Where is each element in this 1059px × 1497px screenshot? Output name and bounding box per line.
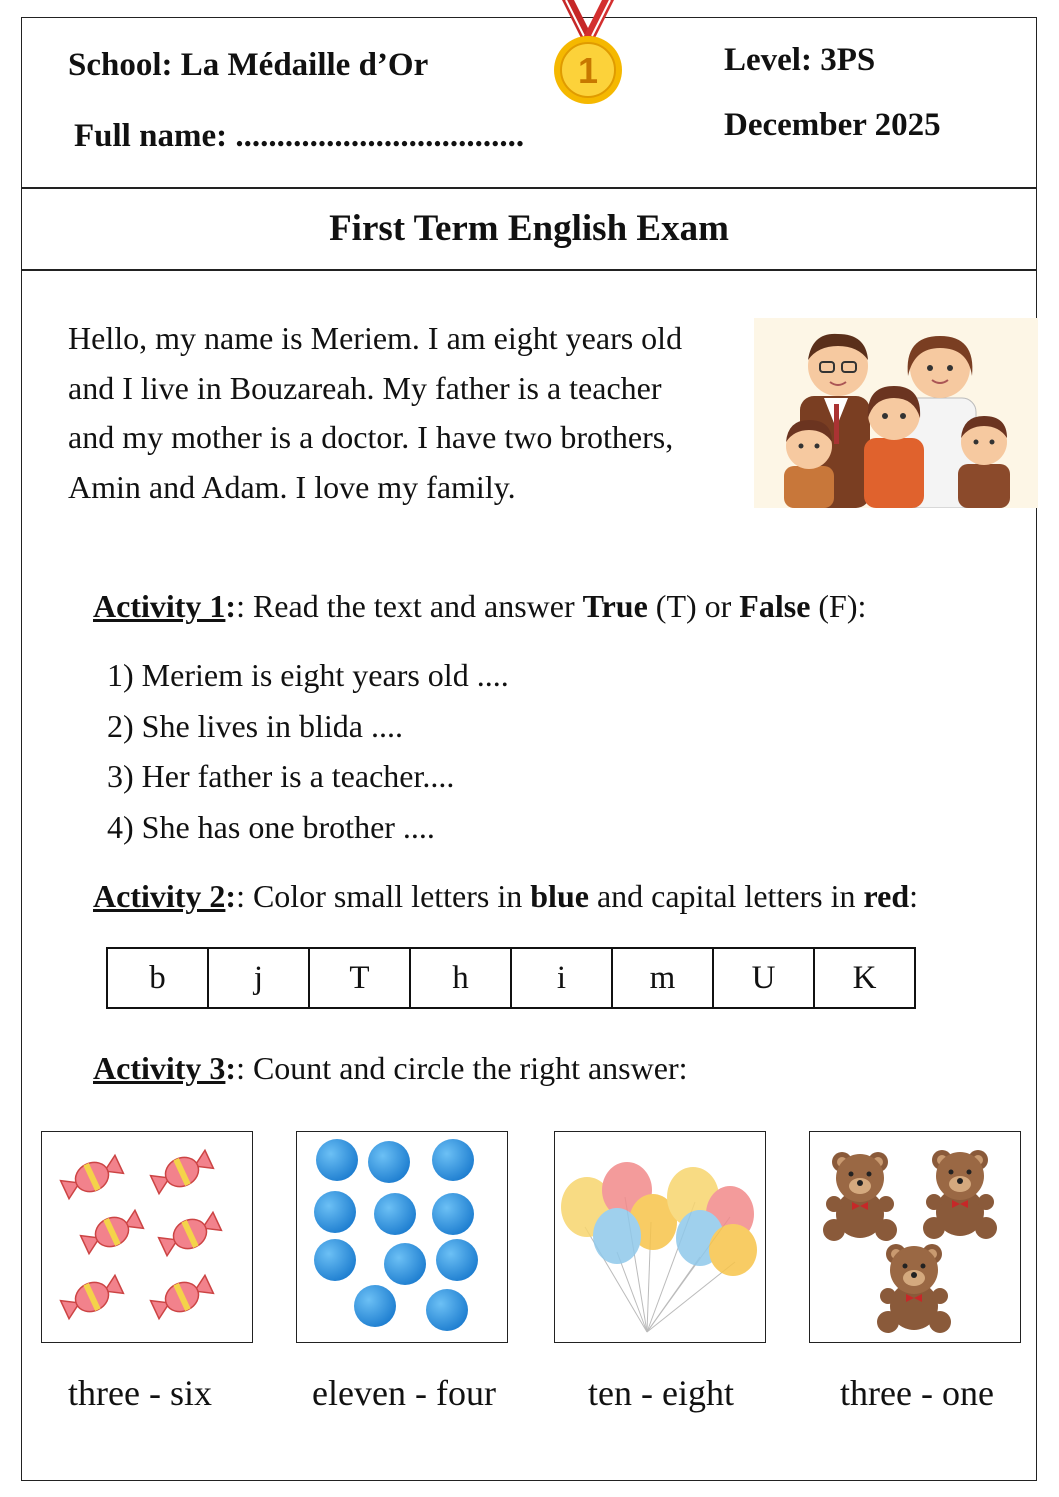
page-title: First Term English Exam	[329, 208, 729, 249]
activity1-text1: : Read the text and answer	[236, 588, 583, 624]
answer-option-balls[interactable]: eleven - four	[312, 1373, 496, 1413]
letter-cell[interactable]: i	[511, 948, 612, 1008]
activity3-text1: : Count and circle the right answer:	[236, 1050, 688, 1086]
activity1-instruction	[93, 588, 866, 625]
medal-number: 1	[577, 50, 599, 91]
activity1-colon: :	[225, 588, 237, 624]
medal-icon	[548, 0, 628, 108]
answer-option-candies[interactable]: three - six	[68, 1373, 212, 1413]
balloon-icons	[555, 1132, 765, 1342]
activity1-text2: (T) or	[647, 588, 740, 624]
candy-icons	[42, 1132, 252, 1342]
school-label: School: La Médaille d’Or	[68, 47, 429, 83]
activity2-label: Activity 2	[93, 878, 226, 914]
letter-cell[interactable]: j	[208, 948, 309, 1008]
letter-cell[interactable]: b	[107, 948, 208, 1008]
bear-icons	[810, 1132, 1020, 1342]
letter-cell[interactable]: U	[713, 948, 814, 1008]
candies-picture	[41, 1131, 253, 1343]
letter-cell[interactable]: T	[309, 948, 410, 1008]
balloons-picture	[554, 1131, 766, 1343]
activity2-colon: :	[225, 878, 237, 914]
family-illustration	[754, 318, 1038, 508]
passage-line: Hello, my name is Meriem. I am eight years old	[68, 320, 683, 356]
balls-picture	[296, 1131, 508, 1343]
activity1-text3: (F):	[810, 588, 867, 624]
date-label: December 2025	[724, 107, 941, 143]
level-label: Level: 3PS	[724, 42, 876, 78]
passage-line: Amin and Adam. I love my family.	[68, 468, 516, 505]
letter-cell[interactable]: m	[612, 948, 713, 1008]
activity3-colon: :	[225, 1050, 237, 1086]
bears-picture	[809, 1131, 1021, 1343]
ball-icons	[297, 1132, 507, 1342]
activity3-label: Activity 3	[93, 1050, 226, 1086]
letter-cell[interactable]: K	[814, 948, 915, 1008]
full-name-field[interactable]: Full name: ...................................	[74, 118, 525, 154]
answer-option-balloons[interactable]: ten - eight	[588, 1373, 734, 1413]
activity1-item[interactable]: 4) She has one brother ....	[107, 809, 435, 845]
letter-cell[interactable]: h	[410, 948, 511, 1008]
answer-option-bears[interactable]: three - one	[840, 1373, 994, 1413]
letters-table	[106, 947, 916, 1009]
passage-line: and my mother is a doctor. I have two brothers,	[68, 419, 674, 455]
activity2-red: red	[863, 878, 910, 914]
activity1-label: Activity 1	[93, 588, 226, 624]
activity1-item[interactable]: 1) Meriem is eight years old ....	[107, 657, 509, 693]
activity2-blue: blue	[530, 878, 589, 914]
activity2-text1: : Color small letters in	[236, 878, 531, 914]
activity2-text2: and capital letters in	[588, 878, 864, 914]
activity1-true: True	[582, 588, 648, 624]
activity1-item[interactable]: 3) Her father is a teacher....	[107, 758, 455, 794]
reading-passage	[68, 314, 682, 512]
activity2-instruction	[93, 878, 918, 915]
passage-line: and I live in Bouzareah. My father is a teacher	[68, 369, 662, 406]
activity1-item[interactable]: 2) She lives in blida ....	[107, 708, 403, 744]
activity3-instruction	[93, 1050, 687, 1087]
activity2-text3: :	[909, 878, 919, 914]
activity1-false: False	[739, 588, 811, 624]
header-box	[21, 17, 1037, 189]
